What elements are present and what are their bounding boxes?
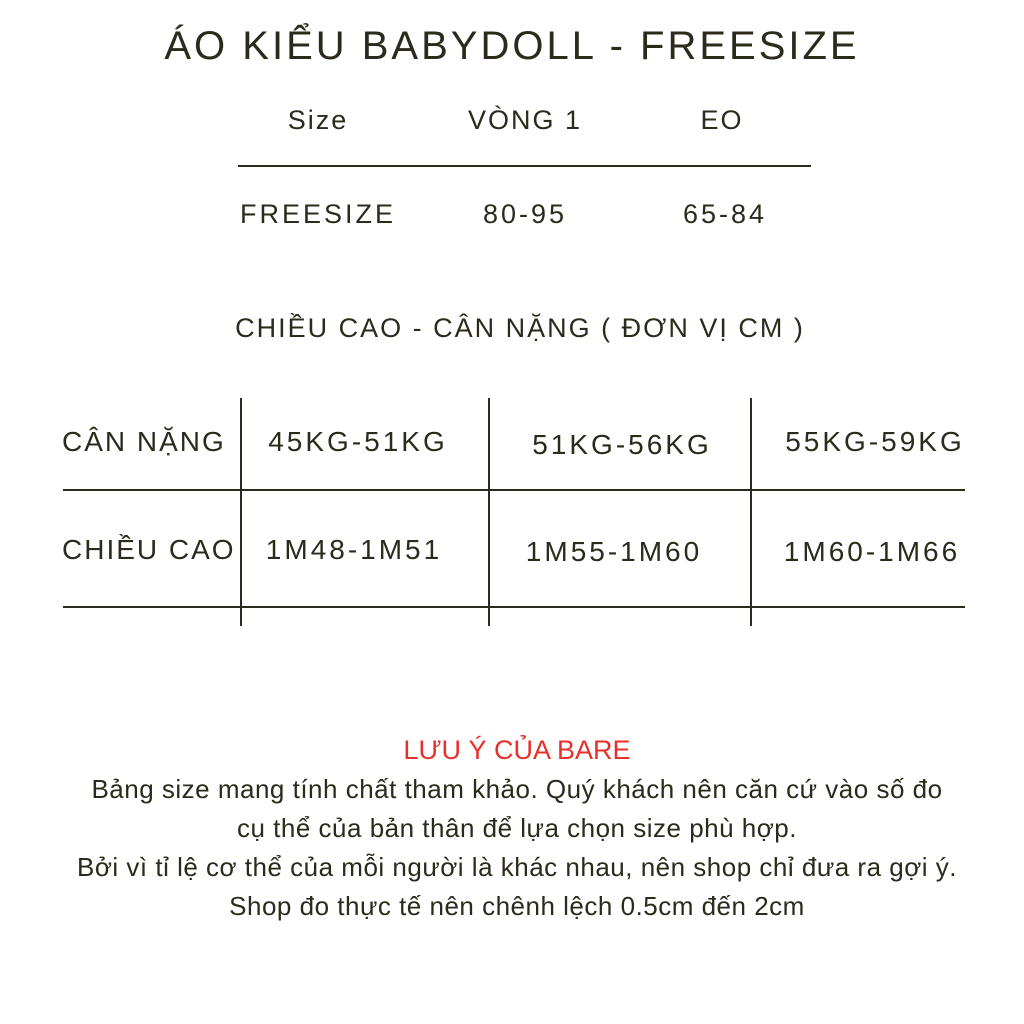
waist-value: 65-84: [682, 199, 768, 229]
size-value: FREESIZE: [239, 199, 397, 229]
table-cell: 51KG-56KG: [532, 429, 712, 460]
size-header: Size: [287, 105, 349, 135]
bust-header: VÒNG 1: [467, 105, 583, 135]
table-hline: [63, 606, 965, 608]
note-line: Bởi vì tỉ lệ cơ thể của mỗi người là khác nhau, nên shop chỉ đưa ra gợi ý.: [77, 852, 957, 882]
table-cell: 55KG-59KG: [785, 426, 965, 457]
size-table-divider: [238, 165, 811, 167]
note-line: cụ thể của bản thân để lựa chọn size phù hợp.: [237, 813, 797, 843]
waist-header: EO: [700, 105, 744, 135]
table-cell: 1M55-1M60: [525, 536, 703, 567]
note-title: LƯU Ý CỦA BARE: [403, 735, 631, 765]
table-hline: [63, 489, 965, 491]
table-vline: [240, 398, 242, 626]
note-line: Bảng size mang tính chất tham khảo. Quý khách nên căn cứ vào số đo: [91, 774, 943, 804]
note-line: Shop đo thực tế nên chênh lệch 0.5cm đến 2cm: [229, 891, 805, 921]
height-row-label: CHIỀU CAO: [62, 534, 236, 565]
bust-value: 80-95: [482, 199, 568, 229]
table-vline: [750, 398, 752, 626]
table-vline: [488, 398, 490, 626]
section-subtitle: CHIỀU CAO - CÂN NẶNG ( ĐƠN VỊ CM ): [235, 313, 805, 343]
table-cell: 1M48-1M51: [265, 534, 443, 565]
weight-row-label: CÂN NẶNG: [62, 426, 226, 457]
table-cell: 1M60-1M66: [783, 536, 961, 567]
page-title: ÁO KIỂU BABYDOLL - FREESIZE: [164, 24, 860, 68]
table-cell: 45KG-51KG: [268, 426, 448, 457]
